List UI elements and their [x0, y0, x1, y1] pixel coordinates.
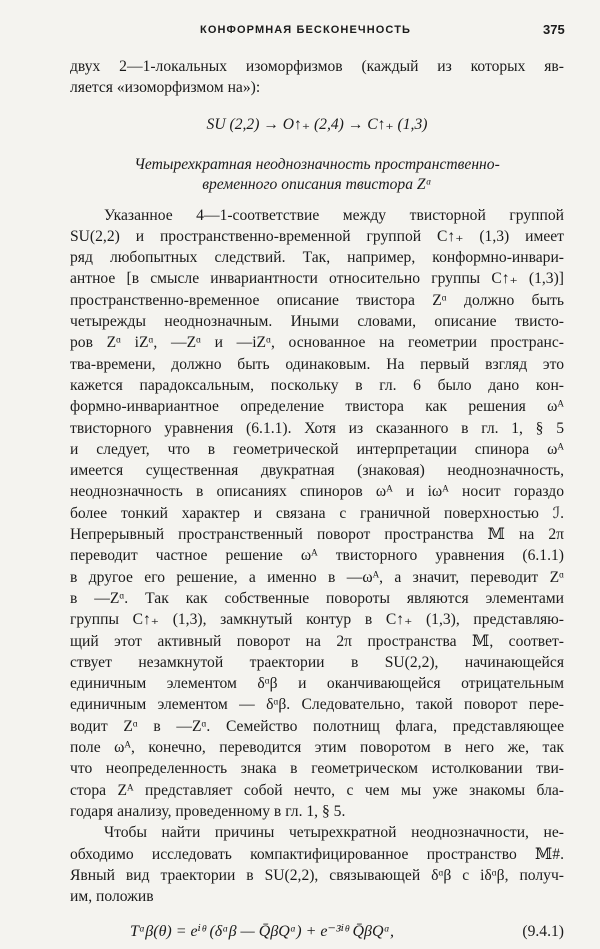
paragraph-2	[70, 822, 564, 907]
formula-group-chain: SU (2,2) → O↑₊ (2,4) → C↑₊ (1,3)	[206, 115, 428, 133]
text-line: что неопределенность знака в геометрическом истолковании тви-	[70, 760, 564, 778]
section-heading-line: Четырехкратная неоднозначность пространственно-	[134, 155, 500, 173]
text-line: более тонкий характер и связана с граничной поверхностью ℐ.	[70, 504, 564, 522]
text-line: единичным элементом δᵅβ и оканчивающейся отрицательным	[70, 675, 564, 693]
equation-number: (9.4.1)	[522, 923, 564, 941]
text-line: Непрерывный пространственный поворот пространства 𝕄 на 2π	[70, 526, 564, 544]
page-number: 375	[543, 22, 565, 37]
text-line: в другое его решение, а именно в —ωᴬ, а значит, переводит Zᵅ	[70, 568, 564, 586]
text-line: единичным элементом — δᵅβ. Следовательно, такой поворот пере-	[70, 696, 564, 714]
text-line: Явный вид траектории в SU(2,2), связывающей δᵅβ с iδᵅβ, получ-	[70, 866, 564, 884]
text-line: имеется существенная двукратная (знаковая) неоднозначность,	[70, 462, 564, 480]
text-line: тва-времени, должно быть одинаковым. На первый взгляд это	[70, 355, 564, 373]
page-body	[70, 56, 564, 949]
text-line: ствует незамкнутой траектории в SU(2,2), начинающейся	[70, 653, 564, 671]
text-line: водит Zᵅ в —Zᵅ. Семейство полотнищ флага, представляющее	[70, 717, 564, 735]
text-line: стора Zᴬ представляет собой нечто, с чем мы уже знакомы бла-	[70, 781, 564, 799]
running-title: КОНФОРМНАЯ БЕСКОНЕЧНОСТЬ	[200, 24, 412, 36]
text-line: Указанное 4—1-соответствие между твисторной группой	[104, 206, 564, 224]
text-line: формно-инвариантное определение твистора как решения ωᴬ	[70, 398, 564, 416]
text-line: обходимо исследовать компактифицированное пространство 𝕄#.	[70, 845, 564, 863]
text-line: неоднозначность в описаниях спиноров ωᴬ и iωᴬ носит гораздо	[70, 483, 564, 501]
equation-body: Tᵅβ(θ) = eⁱᶿ (δᵅβ — Q̄βQᵅ) + e⁻³ⁱᶿ Q̄βQᵅ,	[130, 923, 394, 941]
text-line: Чтобы найти причины четырехкратной неоднозначности, не-	[104, 824, 564, 842]
section-heading	[70, 155, 564, 195]
page-header	[0, 18, 600, 38]
text-line: в —Zᵅ. Так как собственные повороты являются элементами	[70, 589, 564, 607]
paragraph-1	[70, 205, 564, 823]
text-line: твисторного уравнения (6.1.1). Хотя из сказанного в гл. 1, § 5	[70, 419, 564, 437]
text-line: щий этот активный поворот на 2π пространства 𝕄, соответ-	[70, 632, 564, 650]
text-line: группы C↑₊ (1,3), замкнутый контур в C↑₊ (1,3), представляю-	[70, 611, 564, 629]
text-line: и следует, что в геометрической интерпретации спинора ωᴬ	[70, 440, 564, 458]
text-line: ляется «изоморфизмом на»):	[70, 79, 261, 97]
text-line: антное [в смысле инвариантности относительно группы C↑₊ (1,3)]	[70, 270, 564, 288]
text-line: годаря анализу, проведенному в гл. 1, § 5.	[70, 802, 346, 820]
section-heading-line: временного описания твистора Zᵅ	[202, 175, 432, 193]
text-line: двух 2—1-локальных изоморфизмов (каждый из которых яв-	[70, 58, 564, 75]
text-line: четырежды неоднозначным. Иными словами, описание твисто-	[70, 313, 564, 331]
text-line: переводит частное решение ωᴬ твисторного уравнения (6.1.1)	[70, 547, 564, 565]
text-line: ров Zᵅ iZᵅ, —Zᵅ и —iZᵅ, основанное на геометрии пространс-	[70, 334, 564, 352]
text-line: кажется парадоксальным, поскольку в гл. 6 было дано кон-	[70, 376, 564, 394]
text-line: ряд любопытных следствий. Так, например, конформно-инвари-	[70, 249, 564, 267]
text-line: пространственно-временное описание твистора Zᵅ должно быть	[70, 291, 564, 309]
text-line: поле ωᴬ, конечно, переводится этим поворотом в него же, так	[70, 739, 564, 757]
text-line: им, положив	[70, 888, 154, 906]
equation-9-4-1	[70, 915, 564, 949]
text-line: SU(2,2) и пространственно-временной группой C↑₊ (1,3) имеет	[70, 227, 564, 245]
